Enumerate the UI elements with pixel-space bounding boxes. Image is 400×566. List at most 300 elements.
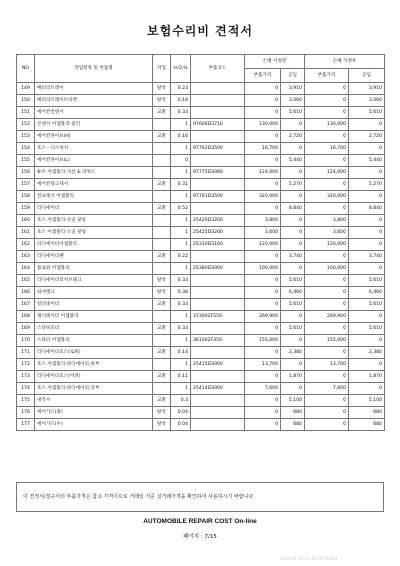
row-labor-after: 0 xyxy=(349,119,385,131)
row-part-price-before: 0 xyxy=(245,251,281,263)
row-no: 159 xyxy=(17,203,35,215)
row-code xyxy=(191,155,245,167)
row-part-price-after: 100,000 xyxy=(305,263,349,275)
row-work xyxy=(153,143,171,155)
row-labor-before: 1,870 xyxy=(281,371,305,383)
row-no: 174 xyxy=(17,383,35,395)
row-work: 탈착 xyxy=(153,287,171,299)
row-part-price-before: 269,900 xyxy=(245,311,281,323)
row-labor-before: 0 xyxy=(281,191,305,203)
row-item: 에어컨컨덴서 xyxy=(35,107,153,119)
row-code: 373002F550 xyxy=(191,311,245,323)
row-code: 97701D3500 xyxy=(191,191,245,203)
col-header-no: NO xyxy=(17,55,35,83)
table-row xyxy=(17,323,385,335)
row-item: 라디에이터어셈블리 xyxy=(35,239,153,251)
row-part-price-before: 320,000 xyxy=(245,191,281,203)
row-hqty: 0.31 xyxy=(171,179,191,191)
row-work xyxy=(153,155,171,167)
row-part-price-after: 0 xyxy=(305,203,349,215)
row-item: 호스 어셈블리-오일 쿨링 xyxy=(35,227,153,239)
row-no: 154 xyxy=(17,143,35,155)
row-hqty: 1 xyxy=(171,167,191,179)
row-item: 라디에이터리저브탱크 xyxy=(35,275,153,287)
row-part-price-before: 3,800 xyxy=(245,215,281,227)
footer-title: AUTOMOBILE REPAIR COST On-line xyxy=(143,518,257,525)
document-title: 보험수리비 견적서 xyxy=(147,24,253,38)
table-row xyxy=(17,95,385,107)
row-labor-before: 680 xyxy=(281,407,305,419)
row-labor-after: 3,740 xyxy=(349,251,385,263)
row-part-price-after: 0 xyxy=(305,419,349,431)
row-hqty: 0.11 xyxy=(171,371,191,383)
row-work: 탈착 xyxy=(153,419,171,431)
table-row xyxy=(17,347,385,359)
row-work: 교환 xyxy=(153,323,171,335)
row-part-price-after: 0 xyxy=(305,287,349,299)
row-labor-after: 6,460 xyxy=(349,287,385,299)
row-item: 컴프레서 어셈블리 xyxy=(35,191,153,203)
table-row xyxy=(17,287,385,299)
row-part-price-after: 0 xyxy=(305,155,349,167)
row-no: 172 xyxy=(17,359,35,371)
row-code xyxy=(191,299,245,311)
row-code xyxy=(191,371,245,383)
table-row xyxy=(17,179,385,191)
row-labor-after: 0 xyxy=(349,143,385,155)
row-item: 호스 어셈블리-라디에이터,상부 xyxy=(35,383,153,395)
row-labor-before: 5,270 xyxy=(281,179,305,191)
row-code: 25425D3200 xyxy=(191,227,245,239)
row-code: 97762D3500 xyxy=(191,143,245,155)
row-hqty: 1 xyxy=(171,263,191,275)
row-work: 교환 xyxy=(153,179,171,191)
row-part-price-after: 0 xyxy=(305,371,349,383)
row-hqty: 0.33 xyxy=(171,107,191,119)
row-item: 라디에이터호스(어퍼) xyxy=(35,371,153,383)
row-code: 25380D3000 xyxy=(191,263,245,275)
row-work xyxy=(153,359,171,371)
row-item: 스타터 어셈블리 xyxy=(35,335,153,347)
row-labor-before: 0 xyxy=(281,119,305,131)
row-labor-before: 0 xyxy=(281,143,305,155)
row-part-price-after: 0 xyxy=(305,407,349,419)
row-item: 라디에이터 xyxy=(35,203,153,215)
col-header-item: 작업항목 및 부품명 xyxy=(35,55,153,83)
row-labor-before: 2,720 xyxy=(281,131,305,143)
table-row xyxy=(17,239,385,251)
row-labor-after: 5,270 xyxy=(349,179,385,191)
row-code xyxy=(191,275,245,287)
row-hqty: 1 xyxy=(171,227,191,239)
row-no: 164 xyxy=(17,263,35,275)
row-part-price-after: 0 xyxy=(305,251,349,263)
row-labor-before: 5,440 xyxy=(281,155,305,167)
table-row xyxy=(17,275,385,287)
col-group-after: 손해 사정후 xyxy=(305,55,385,69)
row-part-price-before: 0 xyxy=(245,95,281,107)
row-item: 와셔탱크 xyxy=(35,287,153,299)
row-part-price-after: 124,000 xyxy=(305,167,349,179)
row-part-price-after: 3,800 xyxy=(305,215,349,227)
row-hqty: 0.22 xyxy=(171,251,191,263)
row-hqty: 0.33 xyxy=(171,299,191,311)
row-part-price-before: 0 xyxy=(245,407,281,419)
row-hqty: 1 xyxy=(171,311,191,323)
row-code xyxy=(191,131,245,143)
table-row xyxy=(17,107,385,119)
row-no: 158 xyxy=(17,191,35,203)
row-work: 교환 xyxy=(153,371,171,383)
table-row xyxy=(17,371,385,383)
table-row xyxy=(17,383,385,395)
row-part-price-after: 0 xyxy=(305,323,349,335)
row-hqty: 0.33 xyxy=(171,275,191,287)
row-labor-before: 0 xyxy=(281,239,305,251)
row-labor-after: 5,100 xyxy=(349,395,385,407)
row-labor-after: 680 xyxy=(349,419,385,431)
row-item: 콘덴서 어셈블리-쿨러 xyxy=(35,119,153,131)
row-code: 25420D3200 xyxy=(191,215,245,227)
row-work: 탈착 xyxy=(153,83,171,95)
row-code: 97606D3710 xyxy=(191,119,245,131)
row-hqty: 0.33 xyxy=(171,323,191,335)
table-row xyxy=(17,359,385,371)
row-work: 탈착 xyxy=(153,407,171,419)
row-item: 튜브 어셈블리-석션 & 리퀴드 xyxy=(35,167,153,179)
row-labor-after: 8,840 xyxy=(349,203,385,215)
row-no: 160 xyxy=(17,215,35,227)
row-no: 161 xyxy=(17,227,35,239)
row-part-price-after: 0 xyxy=(305,275,349,287)
row-work xyxy=(153,191,171,203)
table-row xyxy=(17,299,385,311)
row-work: 교환 xyxy=(153,395,171,407)
row-part-price-before: 0 xyxy=(245,275,281,287)
row-labor-before: 2,380 xyxy=(281,347,305,359)
row-work xyxy=(153,383,171,395)
row-part-price-before: 124,000 xyxy=(245,167,281,179)
row-labor-after: 0 xyxy=(349,335,385,347)
table-row xyxy=(17,395,385,407)
estimate-table-container xyxy=(16,54,384,431)
row-no: 169 xyxy=(17,323,35,335)
row-item: 배터리트레이 xyxy=(35,83,153,95)
table-row xyxy=(17,263,385,275)
row-code xyxy=(191,323,245,335)
row-item: 에어컨링크세서 xyxy=(35,179,153,191)
row-labor-before: 680 xyxy=(281,419,305,431)
row-item: 라디에이터팬 xyxy=(35,251,153,263)
row-labor-after: 2,380 xyxy=(349,347,385,359)
row-labor-after: 5,610 xyxy=(349,275,385,287)
row-work: 교환 xyxy=(153,131,171,143)
row-labor-before: 6,460 xyxy=(281,287,305,299)
row-labor-after: 0 xyxy=(349,359,385,371)
row-hqty: 0.18 xyxy=(171,95,191,107)
row-hqty: 1 xyxy=(171,335,191,347)
row-labor-after: 3,060 xyxy=(349,95,385,107)
row-work: 교환 xyxy=(153,107,171,119)
row-labor-before: 3,740 xyxy=(281,251,305,263)
row-no: 177 xyxy=(17,419,35,431)
row-part-price-before: 130,000 xyxy=(245,119,281,131)
row-part-price-before: 3,600 xyxy=(245,227,281,239)
table-row xyxy=(17,119,385,131)
row-labor-before: 0 xyxy=(281,215,305,227)
row-work: 교환 xyxy=(153,347,171,359)
row-part-price-after: 0 xyxy=(305,395,349,407)
row-no: 170 xyxy=(17,335,35,347)
row-no: 152 xyxy=(17,119,35,131)
row-part-price-before: 0 xyxy=(245,83,281,95)
row-item: 에어컨파이프(L) xyxy=(35,155,153,167)
row-labor-after: 0 xyxy=(349,311,385,323)
row-labor-after: 5,610 xyxy=(349,323,385,335)
row-hqty: 0 xyxy=(171,155,191,167)
row-no: 176 xyxy=(17,407,35,419)
row-labor-before: 0 xyxy=(281,227,305,239)
row-item: 호스 어셈블리-오일 쿨링 xyxy=(35,215,153,227)
row-part-price-before: 0 xyxy=(245,131,281,143)
row-item: 라디에이터호스(로워) xyxy=(35,347,153,359)
row-part-price-after: 0 xyxy=(305,131,349,143)
row-no: 157 xyxy=(17,179,35,191)
row-work xyxy=(153,215,171,227)
row-part-price-before: 13,700 xyxy=(245,359,281,371)
row-part-price-before: 0 xyxy=(245,419,281,431)
row-no: 175 xyxy=(17,395,35,407)
row-hqty: 0.14 xyxy=(171,347,191,359)
row-labor-after: 0 xyxy=(349,215,385,227)
row-code xyxy=(191,107,245,119)
row-hqty: 0.3 xyxy=(171,395,191,407)
row-hqty: 1 xyxy=(171,215,191,227)
col-header-labor-before: 공임 xyxy=(281,69,305,83)
row-part-price-after: 13,700 xyxy=(305,359,349,371)
row-no: 168 xyxy=(17,311,35,323)
row-labor-before: 8,840 xyxy=(281,203,305,215)
table-row xyxy=(17,227,385,239)
row-part-price-before: 7,600 xyxy=(245,383,281,395)
row-hqty: 0.52 xyxy=(171,203,191,215)
row-no: 149 xyxy=(17,83,35,95)
col-header-part-price-after: 부품가격 xyxy=(305,69,349,83)
row-part-price-before: 0 xyxy=(245,347,281,359)
row-labor-before: 3,910 xyxy=(281,83,305,95)
row-part-price-after: 0 xyxy=(305,83,349,95)
table-row xyxy=(17,251,385,263)
row-hqty: 1 xyxy=(171,239,191,251)
row-item: 스타팅모터 xyxy=(35,323,153,335)
row-part-price-after: 320,000 xyxy=(305,191,349,203)
row-labor-after: 2,720 xyxy=(349,131,385,143)
row-no: 162 xyxy=(17,239,35,251)
row-code: 97775D3080 xyxy=(191,167,245,179)
row-work xyxy=(153,263,171,275)
row-code xyxy=(191,83,245,95)
row-item: 에어컨파이프(H) xyxy=(35,131,153,143)
row-labor-after: 5,610 xyxy=(349,299,385,311)
row-part-price-before: 0 xyxy=(245,179,281,191)
row-hqty: 1 xyxy=(171,359,191,371)
row-no: 155 xyxy=(17,155,35,167)
row-part-price-after: 0 xyxy=(305,95,349,107)
table-row xyxy=(17,407,385,419)
row-part-price-after: 3,600 xyxy=(305,227,349,239)
row-hqty: 1 xyxy=(171,143,191,155)
row-work xyxy=(153,119,171,131)
row-part-price-before: 0 xyxy=(245,203,281,215)
row-code: 25414D3000 xyxy=(191,383,245,395)
row-hqty: 0.38 xyxy=(171,287,191,299)
row-work xyxy=(153,167,171,179)
row-code xyxy=(191,203,245,215)
table-row xyxy=(17,155,385,167)
row-hqty: 0.16 xyxy=(171,131,191,143)
row-hqty: 1 xyxy=(171,191,191,203)
row-no: 163 xyxy=(17,251,35,263)
row-part-price-after: 7,600 xyxy=(305,383,349,395)
table-row xyxy=(17,419,385,431)
row-item: 에어가드(우) xyxy=(35,419,153,431)
row-part-price-after: 155,000 xyxy=(305,335,349,347)
row-labor-after: 680 xyxy=(349,407,385,419)
row-labor-after: 5,440 xyxy=(349,155,385,167)
row-labor-after: 0 xyxy=(349,383,385,395)
row-part-price-before: 0 xyxy=(245,287,281,299)
row-labor-after: 5,610 xyxy=(349,107,385,119)
row-part-price-before: 0 xyxy=(245,107,281,119)
row-part-price-after: 0 xyxy=(305,299,349,311)
row-part-price-after: 269,900 xyxy=(305,311,349,323)
row-labor-before: 0 xyxy=(281,263,305,275)
table-row xyxy=(17,311,385,323)
row-labor-after: 0 xyxy=(349,167,385,179)
col-header-labor-after: 공임 xyxy=(349,69,385,83)
row-no: 171 xyxy=(17,347,35,359)
row-no: 153 xyxy=(17,131,35,143)
row-part-price-before: 0 xyxy=(245,299,281,311)
row-item: 호스 - 디스차지 xyxy=(35,143,153,155)
row-part-price-after: 130,000 xyxy=(305,119,349,131)
row-work xyxy=(153,227,171,239)
row-item: 알터네이터 xyxy=(35,299,153,311)
table-row xyxy=(17,167,385,179)
row-hqty: 0.04 xyxy=(171,407,191,419)
row-labor-before: 5,610 xyxy=(281,275,305,287)
table-row xyxy=(17,203,385,215)
row-labor-after: 3,910 xyxy=(349,83,385,95)
row-item: 제너레이터 어셈블리 xyxy=(35,311,153,323)
row-part-price-before: 120,000 xyxy=(245,239,281,251)
row-no: 150 xyxy=(17,95,35,107)
row-no: 165 xyxy=(17,275,35,287)
row-labor-after: 1,870 xyxy=(349,371,385,383)
print-timestamp: 2024-01-05 11:16:19 #0264 xyxy=(280,556,338,561)
row-no: 151 xyxy=(17,107,35,119)
col-header-code: 부품코드 xyxy=(191,55,245,83)
row-labor-before: 3,060 xyxy=(281,95,305,107)
row-hqty: 1 xyxy=(171,119,191,131)
row-code xyxy=(191,407,245,419)
col-header-part-price-before: 부품가격 xyxy=(245,69,281,83)
row-work: 탈착 xyxy=(153,95,171,107)
row-hqty: 0.23 xyxy=(171,83,191,95)
row-work: 교환 xyxy=(153,299,171,311)
row-part-price-before: 16,700 xyxy=(245,143,281,155)
row-code xyxy=(191,251,245,263)
page-indicator: 페이지 : 7/15 xyxy=(183,534,217,540)
row-labor-before: 0 xyxy=(281,359,305,371)
col-header-work: 작업 xyxy=(153,55,171,83)
row-labor-before: 5,610 xyxy=(281,323,305,335)
row-work xyxy=(153,335,171,347)
row-code: 25415D3000 xyxy=(191,359,245,371)
row-labor-before: 0 xyxy=(281,335,305,347)
table-row xyxy=(17,335,385,347)
table-row xyxy=(17,215,385,227)
row-item: 블로워 어셈블리 xyxy=(35,263,153,275)
row-work xyxy=(153,239,171,251)
row-code xyxy=(191,95,245,107)
row-hqty: 0.04 xyxy=(171,419,191,431)
table-row xyxy=(17,131,385,143)
row-work: 교환 xyxy=(153,251,171,263)
row-work: 탈착 xyxy=(153,275,171,287)
row-code xyxy=(191,419,245,431)
row-labor-after: 0 xyxy=(349,239,385,251)
row-code xyxy=(191,395,245,407)
row-code xyxy=(191,287,245,299)
row-labor-after: 0 xyxy=(349,263,385,275)
table-row xyxy=(17,143,385,155)
row-part-price-after: 120,000 xyxy=(305,239,349,251)
row-part-price-before: 155,000 xyxy=(245,335,281,347)
row-item: 호스 어셈블리-라디에이터,하부 xyxy=(35,359,153,371)
row-part-price-before: 0 xyxy=(245,371,281,383)
row-part-price-before: 0 xyxy=(245,155,281,167)
row-part-price-after: 16,700 xyxy=(305,143,349,155)
row-part-price-after: 0 xyxy=(305,347,349,359)
row-work xyxy=(153,311,171,323)
row-code xyxy=(191,347,245,359)
row-part-price-before: 100,000 xyxy=(245,263,281,275)
row-item: 냉각수 xyxy=(35,395,153,407)
row-code: 25310D3160 xyxy=(191,239,245,251)
row-labor-after: 0 xyxy=(349,227,385,239)
row-code xyxy=(191,179,245,191)
row-code: 361002F350 xyxy=(191,335,245,347)
row-part-price-after: 0 xyxy=(305,107,349,119)
row-part-price-after: 0 xyxy=(305,179,349,191)
row-labor-before: 0 xyxy=(281,383,305,395)
price-notice: 이 견적서/청구서의 부품가격은 참고 가격이므로 거래일 기준 실거래가격을 확인하여 사용하시기 바랍니다. xyxy=(16,482,384,512)
row-part-price-before: 0 xyxy=(245,323,281,335)
row-labor-before: 5,610 xyxy=(281,299,305,311)
row-labor-before: 5,100 xyxy=(281,395,305,407)
row-work: 교환 xyxy=(153,203,171,215)
row-no: 166 xyxy=(17,287,35,299)
row-part-price-before: 0 xyxy=(245,395,281,407)
row-item: 에어가드(좌) xyxy=(35,407,153,419)
col-group-before: 손해 사정전 xyxy=(245,55,305,69)
row-no: 173 xyxy=(17,371,35,383)
row-labor-before: 0 xyxy=(281,311,305,323)
row-labor-before: 0 xyxy=(281,167,305,179)
row-no: 156 xyxy=(17,167,35,179)
row-labor-after: 0 xyxy=(349,191,385,203)
